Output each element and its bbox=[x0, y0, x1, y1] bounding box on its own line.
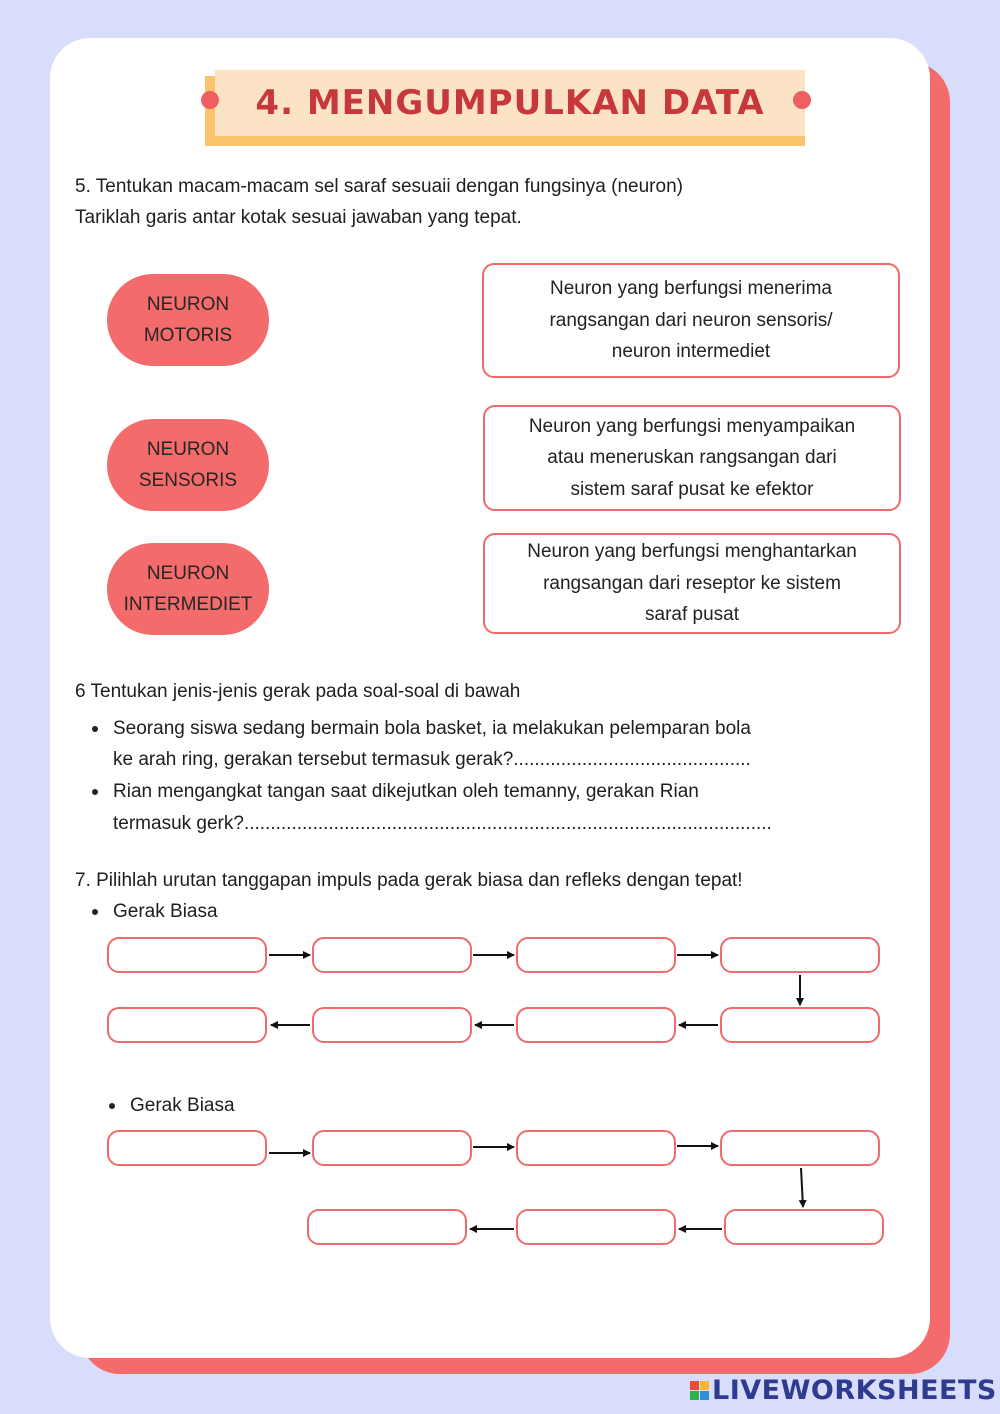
q5-instruction-1: 5. Tentukan macam-macam sel saraf sesuaii dengan fungsinya (neuron) bbox=[75, 176, 683, 197]
q7-section-2-label: Gerak Biasa bbox=[130, 1095, 235, 1116]
q6-item-1-line-1: Seorang siswa sedang bermain bola basket, ia melakukan pelemparan bola bbox=[113, 718, 751, 739]
logo-tile bbox=[700, 1391, 709, 1400]
q7-heading: 7. Pilihlah urutan tanggapan impuls pada gerak biasa dan refleks dengan tepat! bbox=[75, 870, 743, 891]
definition-line: Neuron yang berfungsi menerima bbox=[549, 278, 832, 300]
q6-heading: 6 Tentukan jenis-jenis gerak pada soal-soal di bawah bbox=[75, 681, 521, 702]
definition-line: Neuron yang berfungsi menghantarkan bbox=[527, 541, 857, 563]
definition-line: rangsangan dari reseptor ke sistem bbox=[543, 572, 841, 594]
liveworksheets-brand[interactable] bbox=[690, 1374, 997, 1406]
definition-line: saraf pusat bbox=[645, 604, 739, 626]
definition-line: atau meneruskan rangsangan dari bbox=[547, 447, 837, 469]
term-label-line: MOTORIS bbox=[143, 325, 233, 346]
q6-item-2-line-1: Rian mengangkat tangan saat dikejutkan oleh temanny, gerakan Rian bbox=[113, 781, 699, 802]
definition-line: neuron intermediet bbox=[611, 341, 771, 363]
q6-item-1-line-2[interactable]: ke arah ring, gerakan tersebut termasuk gerak?............................................. bbox=[113, 749, 751, 770]
q7-section-1-label: Gerak Biasa bbox=[113, 901, 218, 922]
q5-instruction-2: Tariklah garis antar kotak sesuai jawaban yang tepat. bbox=[75, 207, 522, 228]
logo-tile bbox=[690, 1391, 699, 1400]
brand-text: LIVEWORKSHEETS bbox=[712, 1374, 997, 1406]
arrow-down bbox=[801, 1168, 803, 1207]
page-title: 4. MENGUMPULKAN DATA bbox=[215, 70, 805, 136]
definition-line: Neuron yang berfungsi menyampaikan bbox=[528, 415, 856, 437]
term-label-line: NEURON bbox=[146, 294, 230, 315]
term-label-line: SENSORIS bbox=[138, 470, 238, 491]
term-label-line: INTERMEDIET bbox=[123, 594, 253, 615]
definition-line: sistem saraf pusat ke efektor bbox=[570, 478, 814, 500]
term-label-line: NEURON bbox=[146, 563, 230, 584]
definition-line: rangsangan dari neuron sensoris/ bbox=[549, 309, 833, 331]
liveworksheets-logo-icon bbox=[690, 1381, 709, 1400]
q6-item-2-line-2[interactable]: termasuk gerk?.................................................................................................... bbox=[113, 813, 772, 834]
logo-tile bbox=[690, 1381, 699, 1390]
logo-tile bbox=[700, 1381, 709, 1390]
term-label-line: NEURON bbox=[146, 439, 230, 460]
